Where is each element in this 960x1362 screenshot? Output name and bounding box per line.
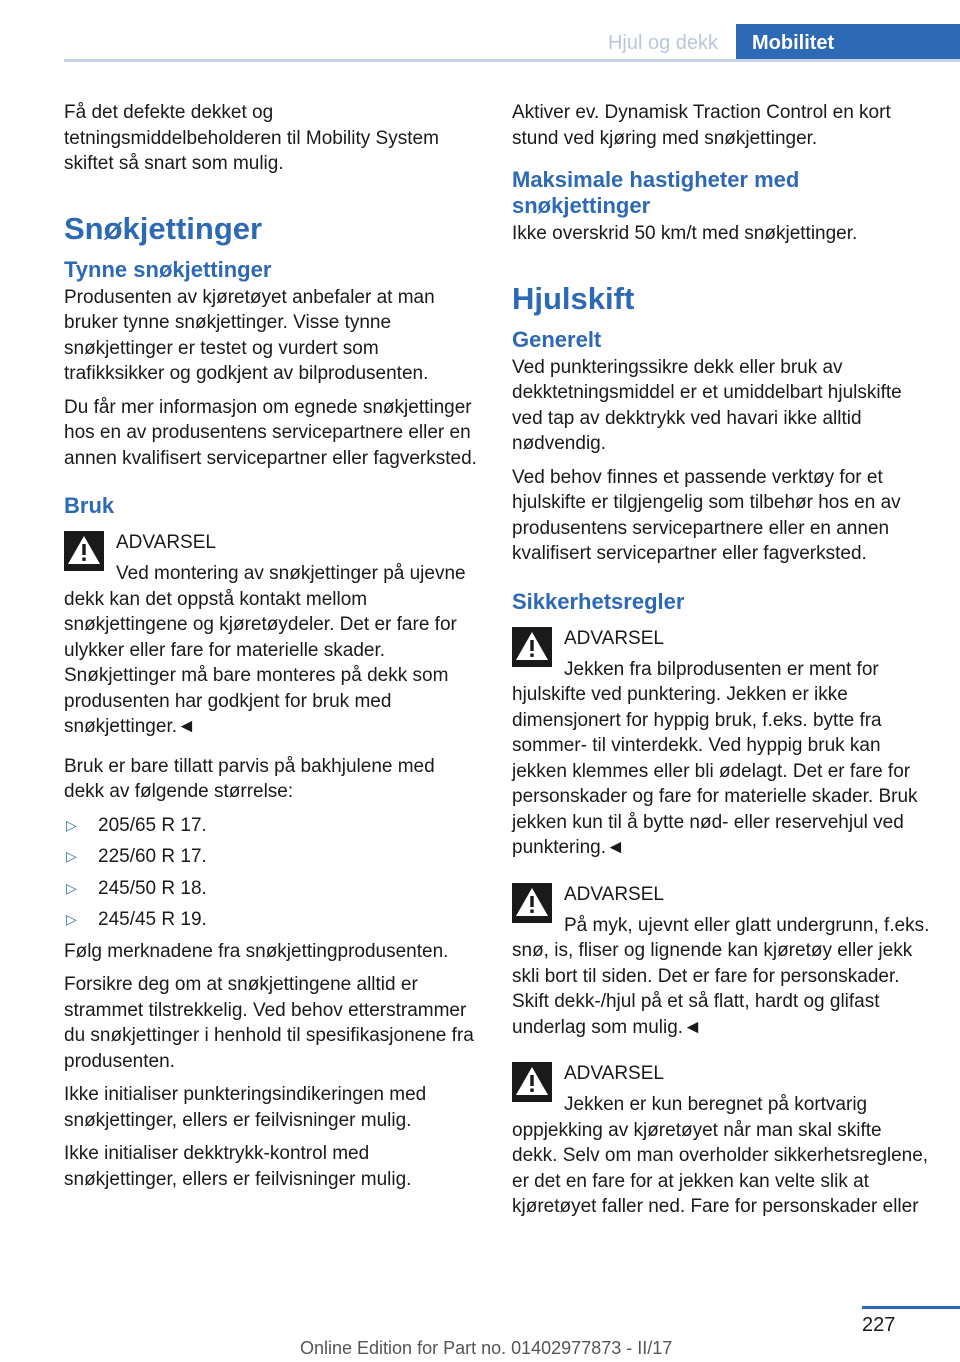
heading-safety-rules: Sikkerhetsregler	[512, 588, 685, 614]
warning-text: Jekken er kun beregnet på kortvarig oppjekking av kjøretøyet når man skal skifte dekk. Selv om man overholder sikkerhetsreglene, er det en fare for at jekken kan velte slik at kjøretøyet faller ned. Fare for personskader eller	[512, 1094, 929, 1217]
edition-footer: Online Edition for Part no. 01402977873 - II/17	[300, 1338, 673, 1358]
heading-thin-chains: Tynne snøkjettinger	[64, 256, 272, 282]
list-item: ▷ 245/50 R 18.	[66, 877, 207, 899]
left-column	[64, 100, 479, 1200]
paragraph-use-3: Forsikre deg om at snøkjettingene alltid er strammet tilstrekkelig. Ved behov etterstrammer du snøkjettinger i henhold til spesifikasjonene fra produsenten.	[64, 974, 474, 1072]
warning-title: ADVARSEL	[564, 883, 664, 905]
paragraph-general-1: Ved punkteringssikre dekk eller bruk av dekktetningsmiddel er et umiddelbart hjulskifte ved tap av dekktrykk ved havari ikke alltid nødvendig.	[512, 356, 902, 454]
list-item: ▷ 225/60 R 17.	[66, 846, 207, 867]
warning-triangle-icon	[64, 531, 104, 571]
page-number: 227	[862, 1314, 896, 1336]
warning-title: ADVARSEL	[564, 627, 664, 649]
intro-paragraph: Få det defekte dekket og tetningsmiddelbeholderen til Mobility System skiftet så snart som mulig.	[64, 102, 439, 174]
right-column	[512, 100, 930, 1230]
page-header	[64, 24, 960, 62]
section-tab[interactable]: Hjul og dekk	[607, 32, 718, 54]
header-rule	[64, 59, 960, 62]
paragraph-general-2: Ved behov finnes et passende verktøy for et hjulskifte er tilgjengelig som tilbehør hos en av produsentens servicepartnere eller en annen kvalifisert servicepartner eller fagverksted.	[512, 466, 901, 564]
heading-general: Generelt	[512, 326, 602, 352]
warning-block	[512, 881, 930, 1041]
warning-text: Ved montering av snøkjettinger på ujevne dekk kan det oppstå kontakt mellom snøkjettingene og kjøretøydeler. Det er fare for ulykker eller fare for materielle skader. Snøkjettinger må bare monteres på dekk som produsenten har godkjent for bruk med snøkjettinger.◄	[64, 563, 466, 737]
warning-text: På myk, ujevnt eller glatt undergrunn, f.eks. snø, is, fliser og lignende kan kjøretøy eller jekk skli bort til siden. Det er fare for personskader. Skift dekk-/hjul på et så flatt, hardt og glifast underlag som mulig.◄	[512, 914, 930, 1038]
warning-block	[512, 625, 930, 861]
warning-text: Jekken fra bilprodusenten er ment for hjulskifte ved punktering. Jekken er ikke dimensjonert for hyppig bruk, f.eks. bytte fra sommer- til vinterdekk. Ved hyppig bruk kan jekken klemmes eller bli ødelagt. Det er fare for personskader og fare for materielle skader. Bruk jekken kun til å bytte nød- eller reservehjul ved punktering.◄	[512, 658, 918, 858]
warning-block	[512, 1060, 930, 1220]
paragraph-thin-1: Produsenten av kjøretøyet anbefaler at man bruker tynne snøkjettinger. Visse tynne snøkjettinger er testet og vurdert som trafikksikker og godkjent av bilprodusenten.	[64, 286, 435, 384]
warning-title: ADVARSEL	[564, 1063, 664, 1084]
footer-rule	[862, 1306, 960, 1309]
paragraph-thin-2: Du får mer informasjon om egnede snøkjettinger hos en av produsentens servicepartnere eller en annen kvalifisert servicepartner eller fagverksted.	[64, 396, 477, 469]
warning-triangle-icon	[512, 883, 552, 923]
bullet-triangle-icon: ▷	[66, 911, 77, 927]
heading-use: Bruk	[64, 493, 115, 518]
chapter-tab[interactable]: Mobilitet	[736, 24, 960, 62]
warning-title: ADVARSEL	[116, 532, 216, 553]
bullet-triangle-icon: ▷	[66, 879, 77, 896]
list-item: ▷ 245/45 R 19.	[66, 909, 207, 930]
heading-max-speed: Maksimale hastigheter med snøkjettinger	[512, 167, 800, 218]
paragraph-dtc: Aktiver ev. Dynamisk Traction Control en kort stund ved kjøring med snøkjettinger.	[512, 102, 891, 149]
heading-snow-chains: Snøkjettinger	[64, 210, 263, 246]
list-item: ▷ 205/65 R 17.	[66, 814, 207, 836]
paragraph-use-5: Ikke initialiser dekktrykk-kontrol med snøkjettinger, ellers er feilvisninger mulig.	[64, 1143, 412, 1190]
paragraph-speed: Ikke overskrid 50 km/t med snøkjettinger.	[512, 223, 858, 244]
paragraph-use-2: Følg merknadene fra snøkjettingprodusenten.	[64, 940, 449, 962]
heading-wheel-change: Hjulskift	[512, 280, 635, 316]
bullet-triangle-icon: ▷	[66, 816, 77, 833]
paragraph-use-1: Bruk er bare tillatt parvis på bakhjulene med dekk av følgende størrelse:	[64, 755, 435, 802]
warning-triangle-icon	[512, 1062, 552, 1102]
paragraph-use-4: Ikke initialiser punkteringsindikeringen med snøkjettinger, ellers er feilvisninger mulig.	[64, 1084, 427, 1131]
bullet-triangle-icon: ▷	[66, 848, 77, 864]
warning-triangle-icon	[512, 627, 552, 667]
warning-block	[64, 529, 479, 740]
tire-size-list	[64, 813, 479, 939]
